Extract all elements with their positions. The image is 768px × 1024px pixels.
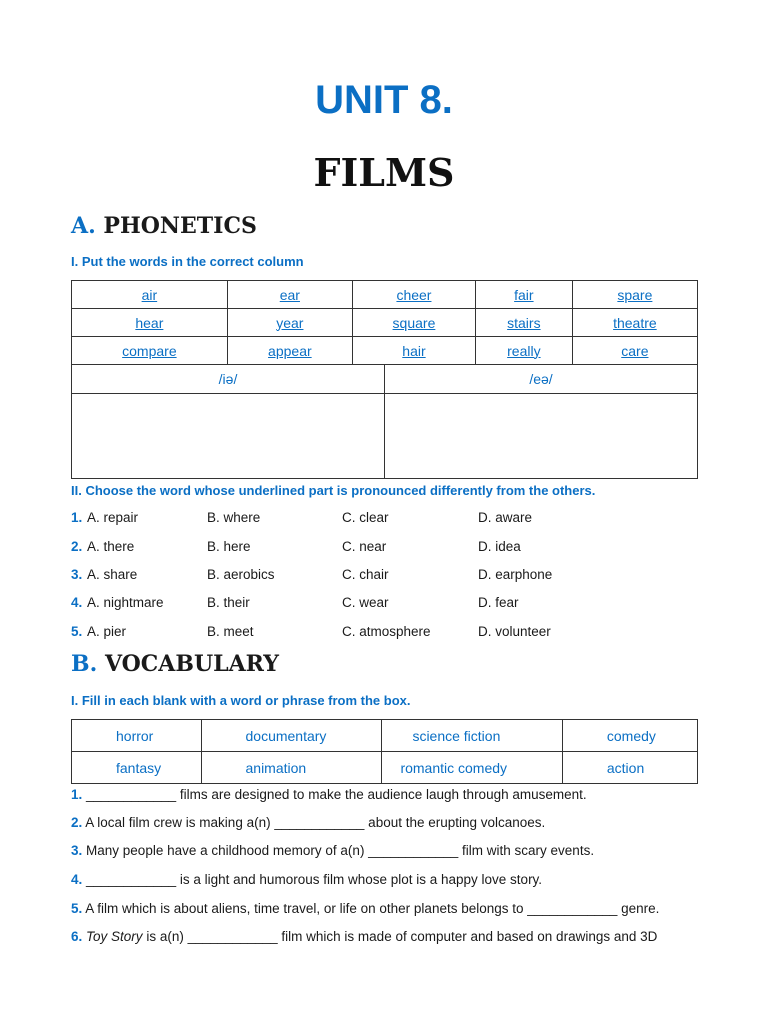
question-number: 2. <box>71 539 83 554</box>
sentence <box>71 901 659 916</box>
option-b[interactable]: B. aerobics <box>207 567 275 582</box>
word-cell: year <box>227 309 352 337</box>
option-b[interactable]: B. where <box>207 510 261 525</box>
word-cell: square <box>352 309 475 337</box>
column-header-ia: /iə/ <box>72 365 385 394</box>
word-cell: really <box>475 337 572 365</box>
phonetics-instruction-1: I. Put the words in the correct column <box>71 254 304 269</box>
option-c[interactable]: C. near <box>342 539 387 554</box>
word-cell: cheer <box>352 281 475 309</box>
sentence <box>71 872 542 887</box>
section-b-title: VOCABULARY <box>104 651 279 677</box>
question-number: 1. <box>71 510 83 525</box>
option-d[interactable]: D. aware <box>478 510 533 525</box>
question-number: 4. <box>71 595 83 610</box>
option-d[interactable]: D. fear <box>478 595 519 610</box>
option-a[interactable]: A. there <box>87 539 135 554</box>
option-d[interactable]: D. idea <box>478 539 521 554</box>
word-cell: theatre <box>572 309 697 337</box>
word-cell: stairs <box>475 309 572 337</box>
box-word: documentary <box>201 720 382 752</box>
phonetics-word-table <box>71 280 698 365</box>
word-cell: appear <box>227 337 352 365</box>
sentence-text: A local film crew is making a(n) ____________ about the erupting volcanoes. <box>85 815 546 830</box>
sentence <box>71 787 587 802</box>
option-a[interactable]: A. nightmare <box>87 595 164 610</box>
sentence-text: A film which is about aliens, time travel, or life on other planets belongs to ____________ genre. <box>85 901 660 916</box>
box-word: romantic comedy <box>382 752 562 784</box>
sentence-text: Many people have a childhood memory of a(n) ____________ film with scary events. <box>86 843 595 858</box>
option-c[interactable]: C. clear <box>342 510 389 525</box>
answer-area-ea[interactable] <box>385 394 698 479</box>
word-cell: ear <box>227 281 352 309</box>
word-cell: compare <box>72 337 228 365</box>
vocabulary-instruction-1: I. Fill in each blank with a word or phrase from the box. <box>71 693 411 708</box>
sentence-number: 2. <box>71 815 83 830</box>
option-b[interactable]: B. their <box>207 595 250 610</box>
section-a-heading <box>71 213 257 239</box>
sentence <box>71 815 545 830</box>
option-a[interactable]: A. pier <box>87 624 127 639</box>
word-cell: care <box>572 337 697 365</box>
section-a-title: PHONETICS <box>103 213 257 239</box>
answer-area-ia[interactable] <box>72 394 385 479</box>
phonetics-instruction-2: II. Choose the word whose underlined part is pronounced differently from the others. <box>71 483 596 498</box>
box-word: action <box>562 752 697 784</box>
option-a[interactable]: A. share <box>87 567 138 582</box>
word-cell: air <box>72 281 228 309</box>
word-cell: hair <box>352 337 475 365</box>
sentence-number: 3. <box>71 843 83 858</box>
option-d[interactable]: D. earphone <box>478 567 553 582</box>
box-word: animation <box>201 752 382 784</box>
box-word: science fiction <box>382 720 562 752</box>
option-c[interactable]: C. chair <box>342 567 389 582</box>
word-cell: spare <box>572 281 697 309</box>
sentence-text: ____________ films are designed to make the audience laugh through amusement. <box>86 787 587 802</box>
column-header-ea: /eə/ <box>385 365 698 394</box>
section-a-letter: A. <box>71 213 96 239</box>
box-word: fantasy <box>72 752 202 784</box>
section-b-heading <box>71 651 279 677</box>
sentence-italic-title: Toy Story <box>86 929 143 944</box>
word-cell: fair <box>475 281 572 309</box>
sentence-text: is a(n) ____________ film which is made of computer and based on drawings and 3D <box>142 929 658 944</box>
box-word: comedy <box>562 720 697 752</box>
option-a[interactable]: A. repair <box>87 510 139 525</box>
section-b-letter: B. <box>71 651 98 677</box>
option-b[interactable]: B. here <box>207 539 251 554</box>
sentence <box>71 929 657 944</box>
sentence <box>71 843 594 858</box>
sentence-number: 5. <box>71 901 83 916</box>
option-c[interactable]: C. wear <box>342 595 389 610</box>
word-cell: hear <box>72 309 228 337</box>
question-number: 3. <box>71 567 83 582</box>
sentence-number: 1. <box>71 787 83 802</box>
box-word: horror <box>72 720 202 752</box>
question-number: 5. <box>71 624 83 639</box>
option-d[interactable]: D. volunteer <box>478 624 551 639</box>
vocabulary-word-box <box>71 719 698 784</box>
unit-title: UNIT 8. <box>315 78 453 122</box>
sentence-number: 6. <box>71 929 83 944</box>
sentence-text: ____________ is a light and humorous film whose plot is a happy love story. <box>86 872 543 887</box>
sentence-number: 4. <box>71 872 83 887</box>
option-c[interactable]: C. atmosphere <box>342 624 431 639</box>
phonetics-answer-table <box>71 364 698 479</box>
topic-title: FILMS <box>313 150 455 195</box>
option-b[interactable]: B. meet <box>207 624 254 639</box>
